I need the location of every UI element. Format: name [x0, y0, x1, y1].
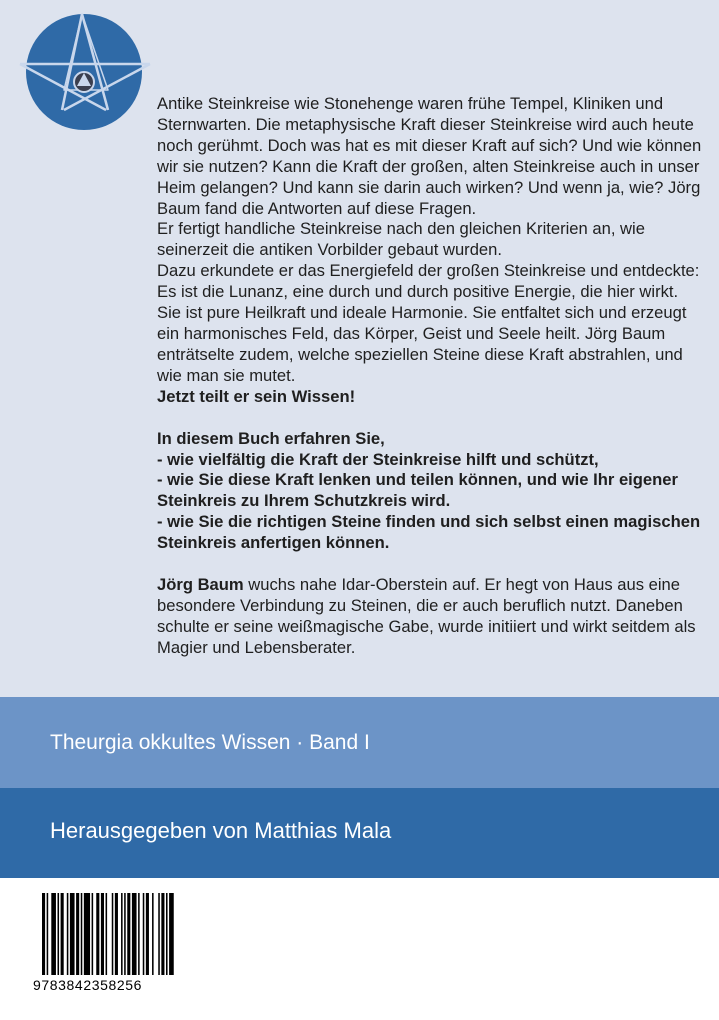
- blurb-closing: Jetzt teilt er sein Wissen!: [157, 386, 356, 406]
- barcode-bar: [96, 893, 99, 975]
- isbn-barcode: [30, 891, 175, 997]
- barcode-bar: [106, 893, 108, 975]
- editor-label: Herausgegeben von Matthias Mala: [50, 818, 392, 843]
- blurb-text: [157, 94, 702, 659]
- barcode-bar: [161, 893, 164, 975]
- isbn-number: 9783842358256: [33, 977, 143, 993]
- barcode-bar: [84, 893, 90, 975]
- barcode-bar: [101, 893, 104, 975]
- barcode-bar: [112, 893, 114, 975]
- author-bio-text: wuchs nahe Idar-Oberstein auf. Er hegt von Haus aus eine besondere Verbindung zu Steinen, die er auch beruflich nutzt. Daneben schulte er seine weißmagische Gabe, wurde initiiert und wirkt seitdem als Magier und Lebensberater.: [157, 575, 696, 657]
- list-heading: In diesem Buch erfahren Sie,: [157, 428, 385, 448]
- blurb-paragraph-3: Dazu erkundete er das Energiefeld der großen Steinkreise und entdeckte: Es ist die Lunanz, eine durch und durch positive Energie, die hier wirkt. Sie ist pure Heilkraft und ideale Harmonie. Sie entfaltet sich und erzeugt ein harmonisches Feld, das Körper, Geist und Seele heilt. Jörg Baum enträtselte zudem, welche speziellen Steine diese Kraft abstrahlen, und wie man sie mutet.: [157, 261, 700, 385]
- barcode-bar: [58, 893, 60, 975]
- barcode-bar: [124, 893, 126, 975]
- barcode-bar: [152, 893, 154, 975]
- barcode-bar: [47, 893, 49, 975]
- barcode-bar: [42, 893, 45, 975]
- editor-band: [0, 788, 719, 878]
- author-name: Jörg Baum: [157, 575, 244, 595]
- barcode-bar: [143, 893, 145, 975]
- barcode-bar: [132, 893, 137, 975]
- series-band: [0, 697, 719, 788]
- barcode-bar: [146, 893, 149, 975]
- author-bio: [157, 575, 702, 659]
- blurb-paragraph-2: Er fertigt handliche Steinkreise nach den gleichen Kriterien an, wie seinerzeit die antiken Vorbilder gebaut wurden.: [157, 219, 645, 260]
- barcode-bar: [166, 893, 168, 975]
- list-item: - wie Sie die richtigen Steine finden und sich selbst einen magischen Steinkreis anfertigen können.: [157, 512, 701, 553]
- barcode-bar: [115, 893, 118, 975]
- barcode-bar: [70, 893, 75, 975]
- barcode-bar: [61, 893, 64, 975]
- barcode-bar: [121, 893, 123, 975]
- barcode-bars: [30, 891, 175, 977]
- series-label: Theurgia okkultes Wissen · Band I: [50, 731, 370, 754]
- barcode-bar: [67, 893, 69, 975]
- blurb-intro: Antike Steinkreise wie Stonehenge waren frühe Tempel, Kliniken und Sternwarten. Die metaphysische Kraft dieser Steinkreise wird auch heute noch gerühmt. Doch was hat es mit dieser Kraft auf sich? Und wie können wir sie nutzen? Kann die Kraft der großen, alten Steinkreise auch in unser Heim gelangen? Und kann sie darin auch wirken? Und wenn ja, wie? Jörg Baum fand die Antworten auf diese Fragen.: [157, 94, 702, 218]
- list-item: - wie Sie diese Kraft lenken und teilen können, und wie Ihr eigener Steinkreis zu Ihrem Schutzkreis wird.: [157, 470, 678, 511]
- barcode-bar: [138, 893, 140, 975]
- barcode-bar: [92, 893, 94, 975]
- barcode-bar: [169, 893, 174, 975]
- star-in-circle-logo-icon: [18, 12, 152, 130]
- barcode-bar: [158, 893, 160, 975]
- barcode-bar: [51, 893, 56, 975]
- list-item: - wie vielfältig die Kraft der Steinkreise hilft und schützt,: [157, 449, 599, 469]
- barcode-bar: [127, 893, 130, 975]
- barcode-bar: [76, 893, 79, 975]
- barcode-bar: [81, 893, 83, 975]
